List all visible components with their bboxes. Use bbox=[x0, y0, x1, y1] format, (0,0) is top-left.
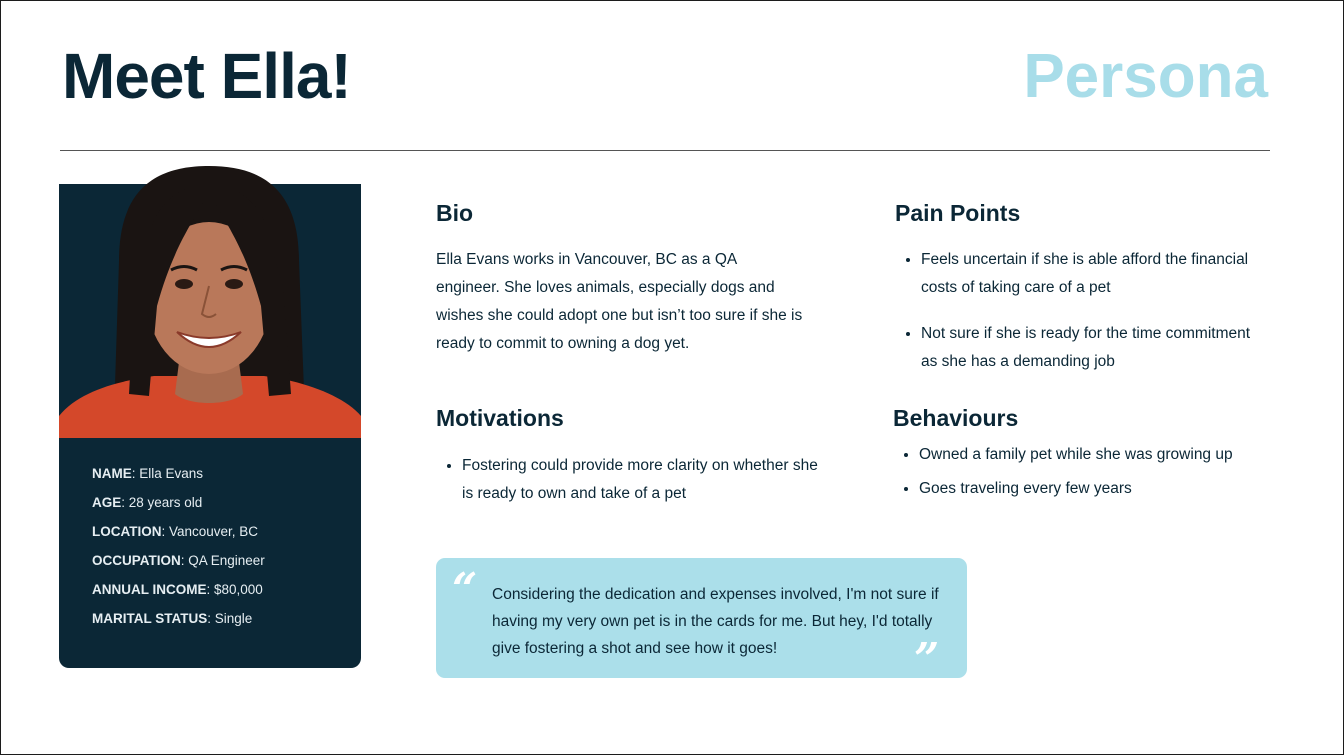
list-item: • Feels uncertain if she is able afford the financial costs of taking care of a pet bbox=[921, 246, 1251, 302]
portrait-photo-icon bbox=[59, 166, 361, 438]
quote-box bbox=[436, 558, 967, 685]
motivations-list bbox=[436, 452, 822, 508]
profile-photo bbox=[59, 166, 361, 438]
behaviours-list bbox=[893, 441, 1299, 503]
profile-details bbox=[92, 466, 352, 640]
detail-occupation: OCCUPATION: QA Engineer bbox=[92, 553, 265, 568]
list-item: • Not sure if she is ready for the time commitment as she has a demanding job bbox=[921, 320, 1251, 376]
detail-name: NAME: Ella Evans bbox=[92, 466, 204, 481]
page-title: Meet Ella! bbox=[62, 40, 351, 112]
bio-text: Ella Evans works in Vancouver, BC as a QA engineer. She loves animals, especially dogs and wishes she could adopt one but isn’t too sure if she is ready to commit to owning a dog yet. bbox=[436, 251, 803, 352]
list-item: • Goes traveling every few years bbox=[919, 475, 1299, 503]
list-item: • Fostering could provide more clarity on whether she is ready to own and take of a pet bbox=[462, 452, 822, 508]
detail-location: LOCATION: Vancouver, BC bbox=[92, 524, 259, 539]
bio-heading: Bio bbox=[436, 200, 474, 226]
open-quote-icon: “ bbox=[452, 564, 478, 615]
detail-age: AGE: 28 years old bbox=[92, 495, 203, 510]
close-quote-icon: ” bbox=[914, 634, 940, 685]
behaviours-heading: Behaviours bbox=[893, 405, 1019, 431]
detail-income: ANNUAL INCOME: $80,000 bbox=[92, 582, 263, 597]
pain-points-list bbox=[895, 246, 1251, 376]
header-divider bbox=[60, 150, 1270, 151]
quote-text: Considering the dedication and expenses involved, I'm not sure if having my very own pet is in the cards for me. But hey, I'd totally give fostering a shot and see how it goes! bbox=[492, 586, 939, 657]
list-item: • Owned a family pet while she was growing up bbox=[919, 441, 1299, 469]
persona-tag: Persona bbox=[1023, 42, 1268, 111]
motivations-heading: Motivations bbox=[436, 405, 564, 431]
detail-marital-status: MARITAL STATUS: Single bbox=[92, 611, 253, 626]
pain-points-heading: Pain Points bbox=[895, 200, 1021, 226]
